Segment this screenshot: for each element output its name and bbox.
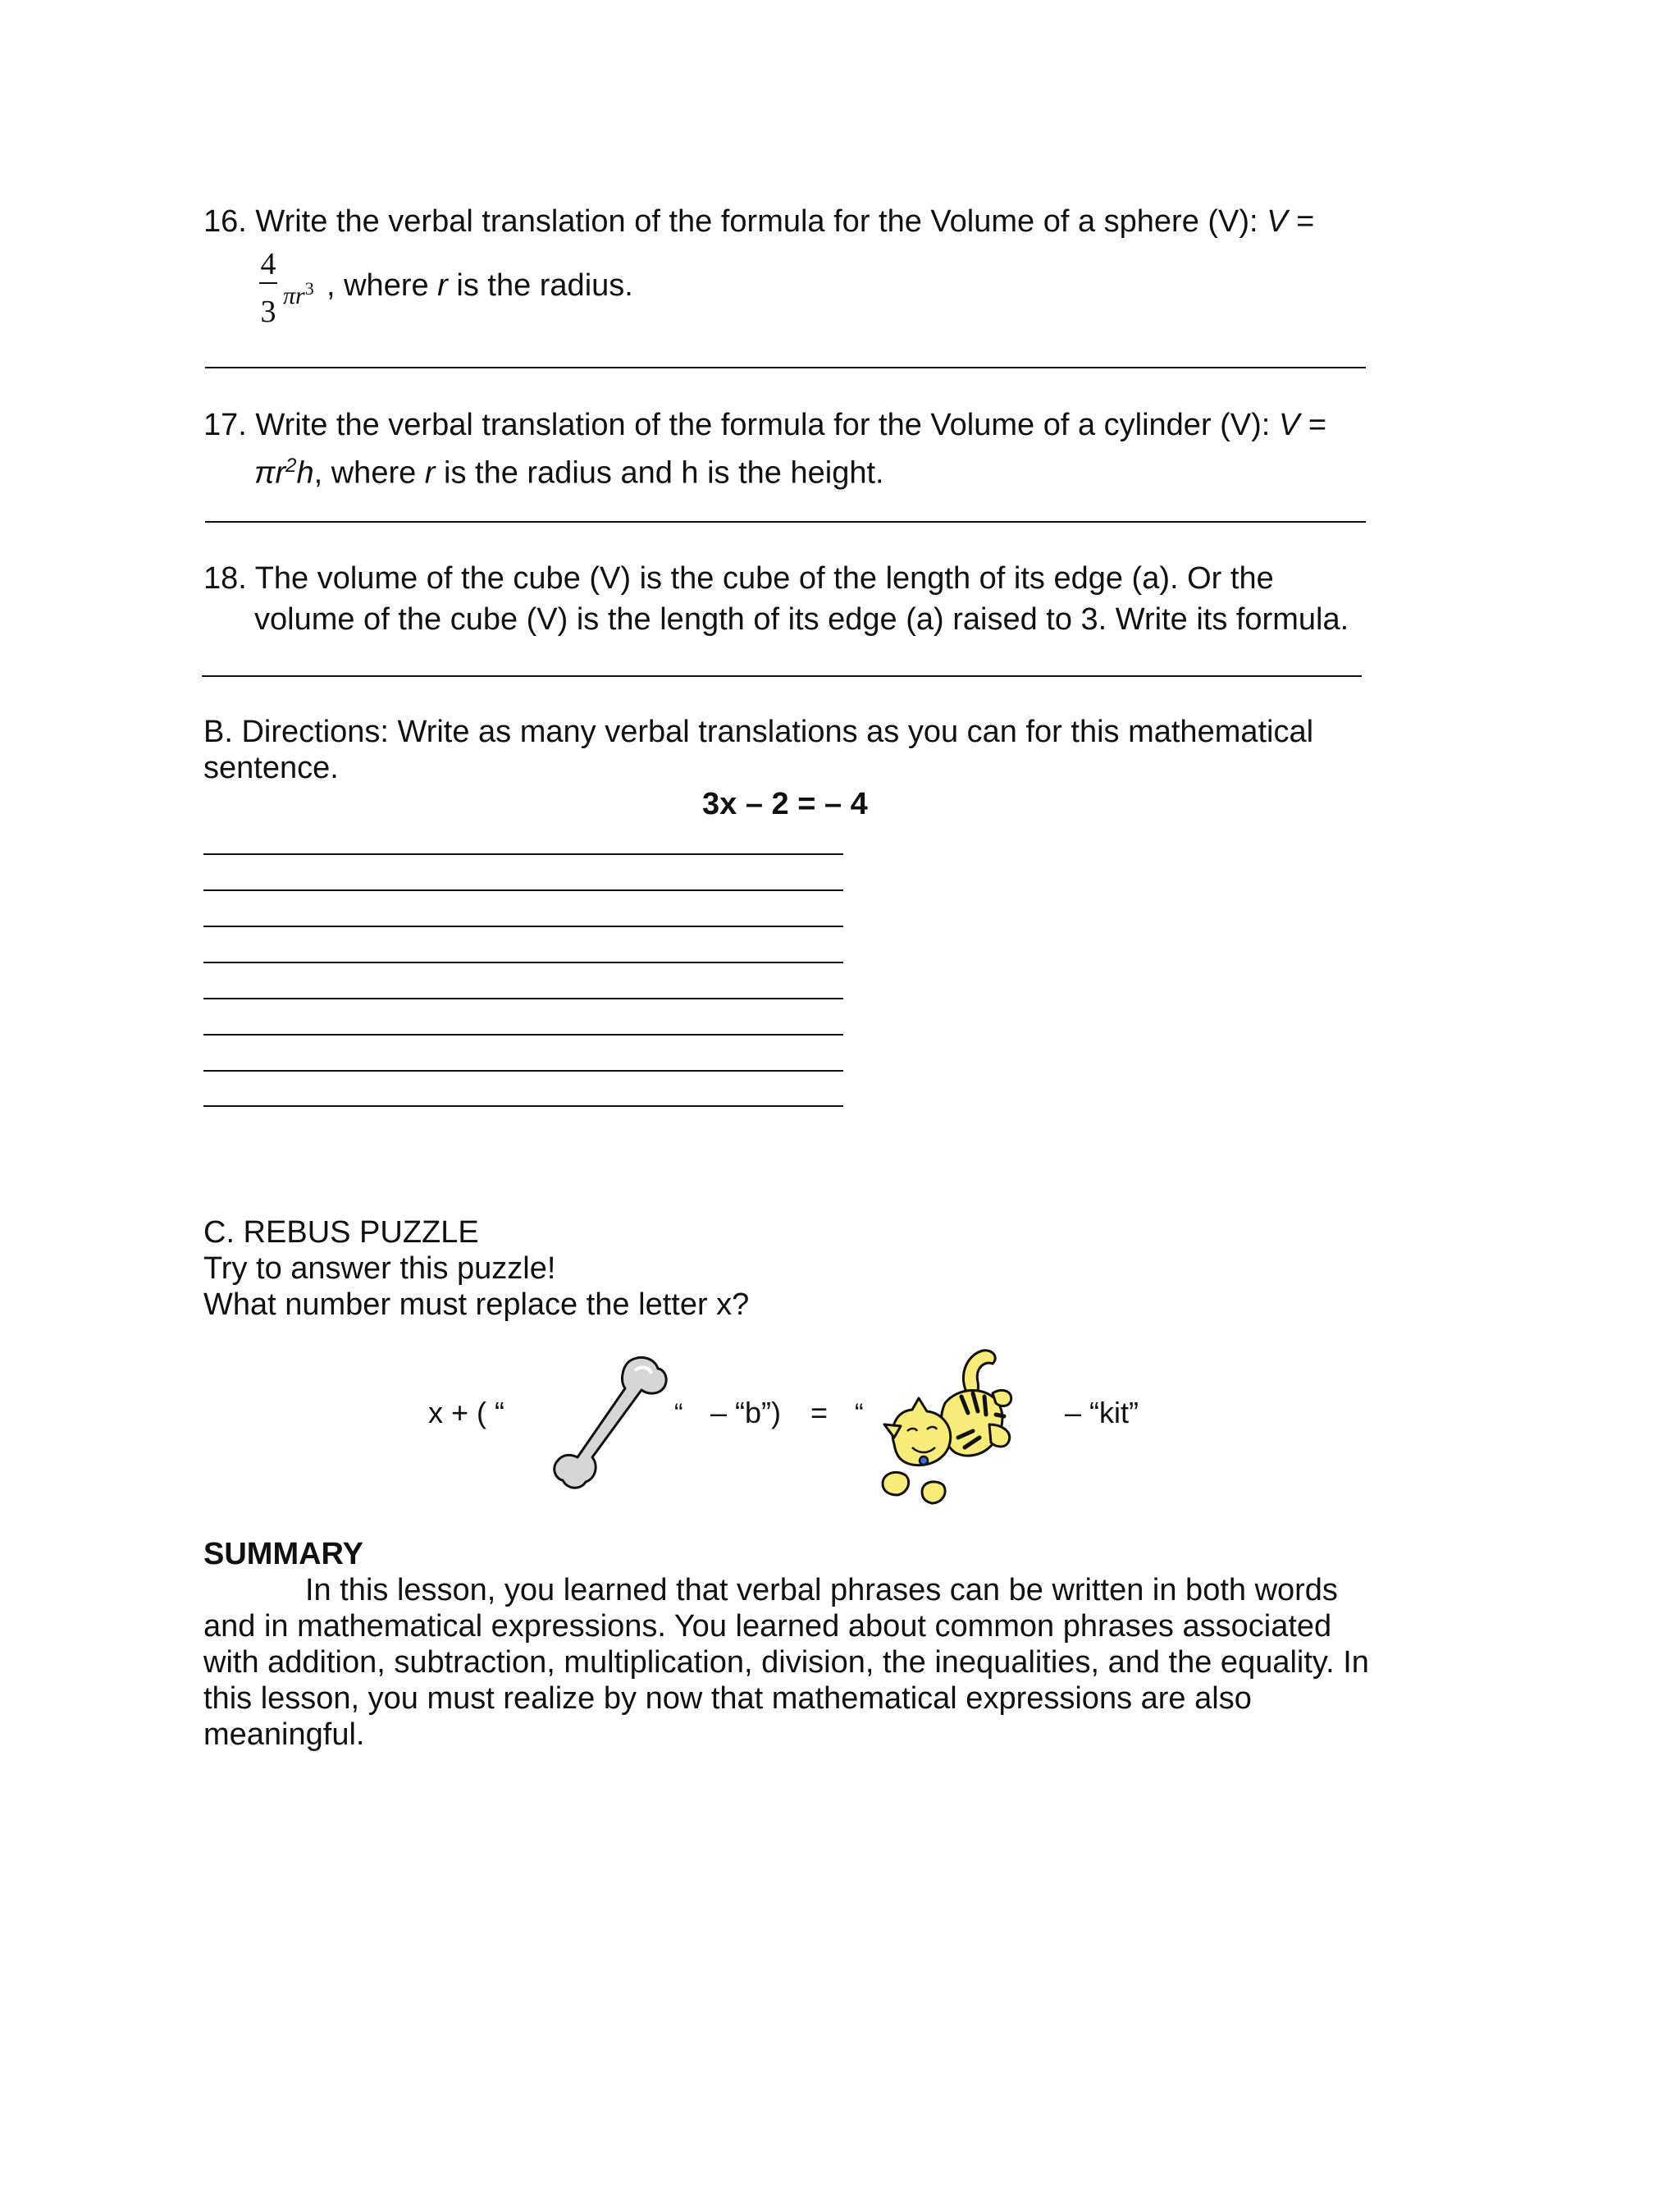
q17-pi-r: πr bbox=[254, 455, 286, 491]
summary-line-1: In this lesson, you learned that verbal phrases can be written in both words bbox=[305, 1573, 1338, 1607]
q17-eq: = bbox=[1299, 408, 1327, 442]
rebus-quote-close1: “ bbox=[674, 1398, 683, 1428]
rebus-minus-kit: – “kit” bbox=[1065, 1396, 1139, 1429]
q17-sq-exp: 2 bbox=[285, 455, 297, 477]
q17-answer-line[interactable] bbox=[205, 521, 1366, 523]
q18-answer-line[interactable] bbox=[202, 675, 1362, 677]
rebus-minus-b: – “b”) bbox=[710, 1396, 782, 1429]
summary-line-2: and in mathematical expressions. You learned about common phrases associated bbox=[203, 1609, 1332, 1644]
q16-eq: = bbox=[1287, 204, 1315, 239]
answer-line-b-6[interactable] bbox=[203, 1034, 843, 1036]
summary-line-5: meaningful. bbox=[203, 1717, 365, 1752]
q18-line1: 18. The volume of the cube (V) is the cube of the length of its edge (a). Or the bbox=[203, 561, 1274, 596]
answer-line-b-8[interactable] bbox=[203, 1105, 843, 1107]
answer-line-b-5[interactable] bbox=[203, 998, 843, 999]
answer-line-b-3[interactable] bbox=[203, 926, 843, 927]
q16-line1-prefix: 16. Write the verbal translation of the formula for the Volume of a sphere (V): bbox=[203, 204, 1267, 239]
q17-line2 bbox=[254, 448, 884, 491]
bone-icon bbox=[550, 1352, 673, 1493]
q17-line2-b: is the radius and h is the height. bbox=[435, 455, 884, 491]
summary-line-3: with addition, subtraction, multiplication, division, the inequalities, and the equality. In bbox=[203, 1645, 1369, 1680]
q16-v: V bbox=[1267, 204, 1288, 239]
q16-answer-line[interactable] bbox=[205, 367, 1366, 368]
q17-line1-prefix: 17. Write the verbal translation of the formula for the Volume of a cylinder (V): bbox=[203, 408, 1279, 442]
section-c-heading: C. REBUS PUZZLE bbox=[203, 1215, 479, 1250]
section-b-line2: sentence. bbox=[203, 751, 339, 785]
answer-line-b-7[interactable] bbox=[203, 1070, 843, 1072]
q16-pi-r-text: πr bbox=[283, 282, 305, 309]
q17-h: h bbox=[296, 455, 314, 491]
q16-frac-bar bbox=[259, 282, 277, 284]
answer-line-b-4[interactable] bbox=[203, 962, 843, 963]
q17-line2-a: , where bbox=[313, 455, 425, 491]
q18-line2: volume of the cube (V) is the length of its edge (a) raised to 3. Write its formula. bbox=[254, 602, 1349, 637]
q16-pi-r bbox=[283, 271, 314, 314]
q17-r: r bbox=[424, 455, 436, 491]
answer-line-b-2[interactable] bbox=[203, 889, 843, 891]
q16-frac-den: 3 bbox=[260, 295, 276, 329]
section-c-line1: Try to answer this puzzle! bbox=[203, 1251, 556, 1286]
section-c-line2: What number must replace the letter x? bbox=[203, 1287, 750, 1322]
q16-line1 bbox=[203, 203, 1314, 240]
cat-icon bbox=[876, 1346, 1032, 1515]
answer-line-b-1[interactable] bbox=[203, 853, 843, 855]
summary-heading: SUMMARY bbox=[203, 1537, 363, 1571]
q16-cube-exp: 3 bbox=[304, 278, 314, 299]
q16-line2 bbox=[326, 267, 633, 304]
rebus-quote-open2: “ bbox=[855, 1398, 864, 1428]
q16-frac-num: 4 bbox=[260, 247, 276, 281]
q17-v: V bbox=[1278, 408, 1300, 442]
q17-line1 bbox=[203, 407, 1326, 443]
q16-r: r bbox=[437, 268, 448, 303]
q16-line2-b: is the radius. bbox=[447, 268, 633, 303]
rebus-equals: = bbox=[810, 1396, 829, 1429]
q16-line2-a: , where bbox=[326, 268, 438, 303]
section-b-line1: B. Directions: Write as many verbal translations as you can for this mathematical bbox=[203, 715, 1314, 749]
summary-line-4: this lesson, you must realize by now that mathematical expressions are also bbox=[203, 1681, 1252, 1716]
section-b-equation: 3x – 2 = – 4 bbox=[702, 787, 868, 821]
rebus-expr-start: x + ( “ bbox=[428, 1396, 505, 1429]
